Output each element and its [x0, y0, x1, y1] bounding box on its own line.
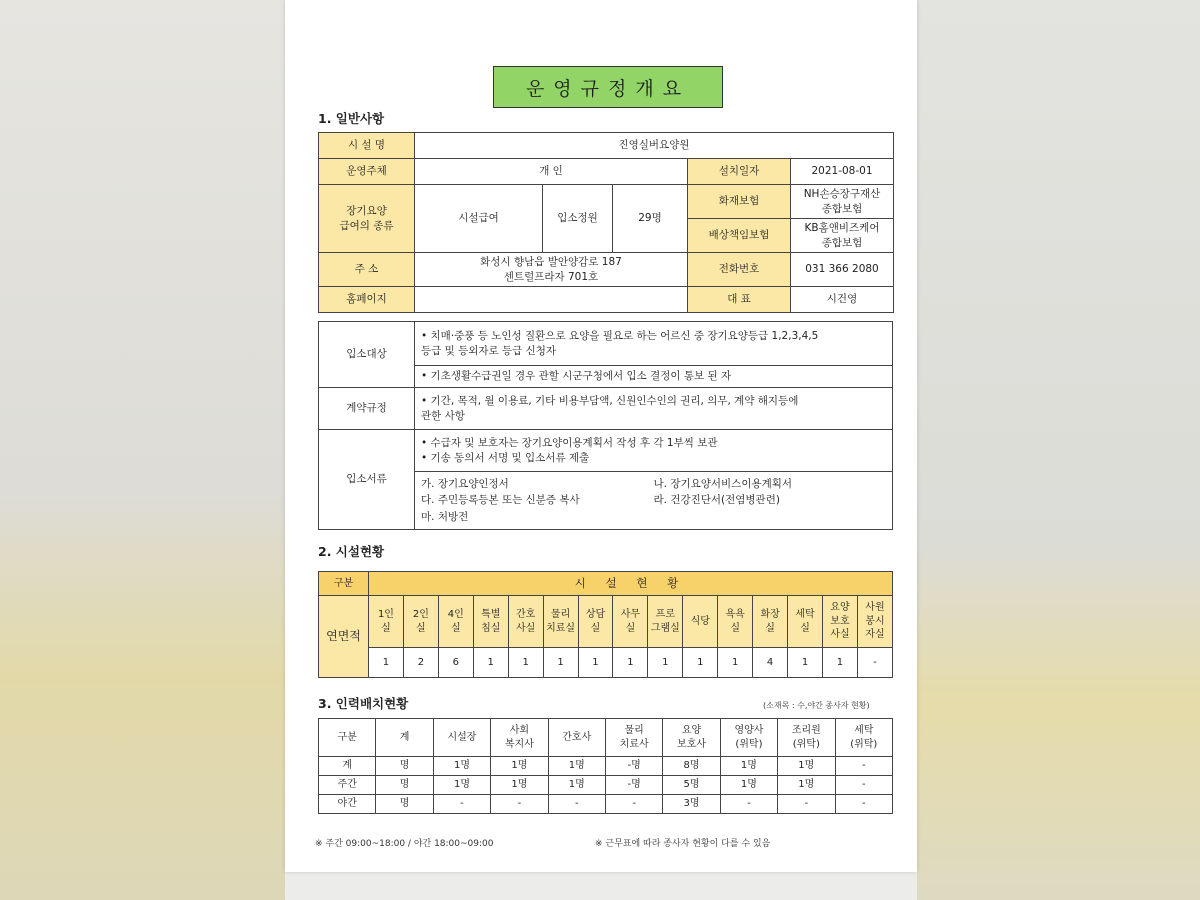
liability-insurance-value: KB홈앤비즈케어 종합보험: [791, 219, 894, 253]
staff-header-cell: 구분: [319, 719, 376, 757]
staff-cell: 명: [376, 776, 433, 795]
staff-header-cell: 영양사 (위탁): [720, 719, 777, 757]
staff-header-cell: 세탁 (위탁): [835, 719, 892, 757]
contract-text: • 기간, 목적, 월 이용료, 기타 비용부담액, 신원인수인의 권리, 의무, 계약 해지등에 관한 사항: [415, 388, 893, 430]
representative-label: 대 표: [688, 287, 791, 313]
staff-note: (소재목 : 수,야간 종사자 현황): [763, 701, 870, 710]
staff-cell: 명: [376, 795, 433, 814]
homepage-value: [415, 287, 688, 313]
staff-cell: 1명: [548, 776, 605, 795]
document-item: 마. 처방전: [421, 510, 469, 523]
facility-room-count: 2: [403, 648, 438, 678]
document-item: 라. 건강진단서(전염병관련): [653, 494, 780, 507]
benefit-type-value: 시설급여: [415, 185, 543, 253]
documents-list: [415, 472, 893, 530]
liability-insurance-label: 배상책임보험: [688, 219, 791, 253]
staff-header-cell: 사회 복지사: [491, 719, 548, 757]
staff-cell: 1명: [720, 776, 777, 795]
hours-footnote: ※ 주간 09:00~18:00 / 야간 18:00~09:00: [315, 839, 494, 849]
facility-room-name: 특별 침실: [473, 596, 508, 648]
facility-room-name: 2인 실: [403, 596, 438, 648]
phone-label: 전화번호: [688, 253, 791, 287]
staff-header-cell: 조리원 (위탁): [778, 719, 835, 757]
contract-label: 계약규정: [319, 388, 415, 430]
admission-target-label: 입소대상: [319, 322, 415, 388]
staff-row: [319, 795, 893, 814]
facility-room-name: 간호 사실: [508, 596, 543, 648]
facility-room-name: 화장 실: [753, 596, 788, 648]
fire-insurance-label: 화재보험: [688, 185, 791, 219]
capacity-value: 29명: [613, 185, 688, 253]
staff-cell: -: [835, 757, 892, 776]
document-page: [285, 0, 917, 872]
background-left: [0, 0, 285, 900]
facility-room-count: 1: [613, 648, 648, 678]
homepage-label: 홈페이지: [319, 287, 415, 313]
section-general-title: 1. 일반사항: [318, 111, 385, 126]
staff-cell: -: [433, 795, 490, 814]
facility-room-count: 1: [473, 648, 508, 678]
facility-room-name: 욕욕 실: [718, 596, 753, 648]
facility-room-name: 식당: [683, 596, 718, 648]
staff-header-cell: 계: [376, 719, 433, 757]
staff-row: [319, 776, 893, 795]
staff-cell: -명: [605, 776, 662, 795]
staff-cell: 1명: [548, 757, 605, 776]
page-bottom-strip: [285, 872, 917, 900]
facility-room-count: 1: [683, 648, 718, 678]
staff-cell: 계: [319, 757, 376, 776]
schedule-footnote: ※ 근무표에 따라 종사자 현황이 다를 수 있음: [595, 839, 771, 849]
staff-cell: 5명: [663, 776, 720, 795]
staff-cell: 1명: [778, 776, 835, 795]
operator-value: 개 인: [415, 159, 688, 185]
facility-room-name: 사원 봉시 자실: [857, 596, 892, 648]
facility-room-name: 4인 실: [438, 596, 473, 648]
documents-label: 입소서류: [319, 430, 415, 530]
benefit-label: 장기요양 급여의 종류: [319, 185, 415, 253]
established-value: 2021-08-01: [791, 159, 894, 185]
document-item: 다. 주민등록등본 또는 신분증 복사: [421, 494, 580, 507]
general-info-table: [318, 132, 894, 313]
area-label: 연면적: [319, 596, 369, 678]
facility-room-name: 사무 실: [613, 596, 648, 648]
facility-status-table: [318, 571, 893, 678]
facility-room-count: 1: [718, 648, 753, 678]
facility-room-name: 물리 치료실: [543, 596, 578, 648]
staff-row: [319, 757, 893, 776]
staff-cell: -: [491, 795, 548, 814]
facility-room-name: 상담 실: [578, 596, 613, 648]
staff-cell: -명: [605, 757, 662, 776]
admission-target-text-1: • 치매·중풍 등 노인성 질환으로 요양을 필요로 하는 어르신 중 장기요양등급 1,2,3,4,5 등급 및 등외자로 등급 신청자: [415, 322, 893, 366]
staff-cell: 3명: [663, 795, 720, 814]
operator-label: 운영주체: [319, 159, 415, 185]
admission-target-text-2: • 기초생활수급권일 경우 관할 시군구청에서 입소 결정이 통보 된 자: [415, 366, 893, 388]
facility-col-label: 구분: [319, 572, 369, 596]
section-staff-title: 3. 인력배치현황: [318, 696, 409, 711]
staff-cell: -: [548, 795, 605, 814]
staff-cell: -: [605, 795, 662, 814]
facility-room-name: 1인 실: [369, 596, 404, 648]
staff-cell: -: [778, 795, 835, 814]
staff-header-cell: 물리 치료사: [605, 719, 662, 757]
staff-cell: 1명: [778, 757, 835, 776]
address-value: 화성시 향남읍 발안양감로 187 센트럴프라자 701호: [415, 253, 688, 287]
staff-table: [318, 718, 893, 814]
facility-room-count: -: [857, 648, 892, 678]
facility-room-count: 1: [648, 648, 683, 678]
facility-room-count: 1: [543, 648, 578, 678]
staff-cell: 8명: [663, 757, 720, 776]
facility-room-name: 프로 그램실: [648, 596, 683, 648]
phone-value: 031 366 2080: [791, 253, 894, 287]
staff-cell: 1명: [433, 757, 490, 776]
facility-name-value: 진영실버요양원: [415, 133, 894, 159]
staff-cell: -: [835, 776, 892, 795]
facility-room-name: 세탁 실: [788, 596, 823, 648]
document-item: 가. 장기요양인정서: [421, 478, 509, 491]
documents-instructions: • 수급자 및 보호자는 장기요양이용계획서 작성 후 각 1부씩 보관 • 기송 동의서 서명 및 입소서류 제출: [415, 430, 893, 472]
staff-cell: 1명: [433, 776, 490, 795]
representative-value: 시건영: [791, 287, 894, 313]
staff-cell: 1명: [491, 757, 548, 776]
section-facility-title: 2. 시설현황: [318, 544, 385, 559]
facility-header: 시 설 현 황: [369, 572, 893, 596]
fire-insurance-value: NH손승장구재산 종합보험: [791, 185, 894, 219]
staff-cell: -: [720, 795, 777, 814]
facility-room-count: 1: [508, 648, 543, 678]
facility-room-count: 1: [788, 648, 823, 678]
facility-room-count: 4: [753, 648, 788, 678]
staff-header-cell: 간호사: [548, 719, 605, 757]
facility-room-count: 1: [369, 648, 404, 678]
staff-cell: 1명: [720, 757, 777, 776]
staff-cell: 야간: [319, 795, 376, 814]
facility-room-name: 요양 보호 사실: [822, 596, 857, 648]
staff-cell: 주간: [319, 776, 376, 795]
document-title: 운영규정개요: [493, 66, 723, 108]
facility-room-count: 6: [438, 648, 473, 678]
established-label: 설치일자: [688, 159, 791, 185]
facility-room-count: 1: [822, 648, 857, 678]
staff-header-cell: 요양 보호사: [663, 719, 720, 757]
staff-header-cell: 시설장: [433, 719, 490, 757]
admission-rules-table: [318, 321, 893, 530]
facility-room-count: 1: [578, 648, 613, 678]
document-item: 나. 장기요양서비스이용계획서: [653, 478, 793, 491]
capacity-label: 입소정원: [543, 185, 613, 253]
staff-cell: 1명: [491, 776, 548, 795]
address-label: 주 소: [319, 253, 415, 287]
staff-cell: 명: [376, 757, 433, 776]
staff-cell: -: [835, 795, 892, 814]
facility-name-label: 시 설 명: [319, 133, 415, 159]
background-right: [915, 0, 1200, 900]
